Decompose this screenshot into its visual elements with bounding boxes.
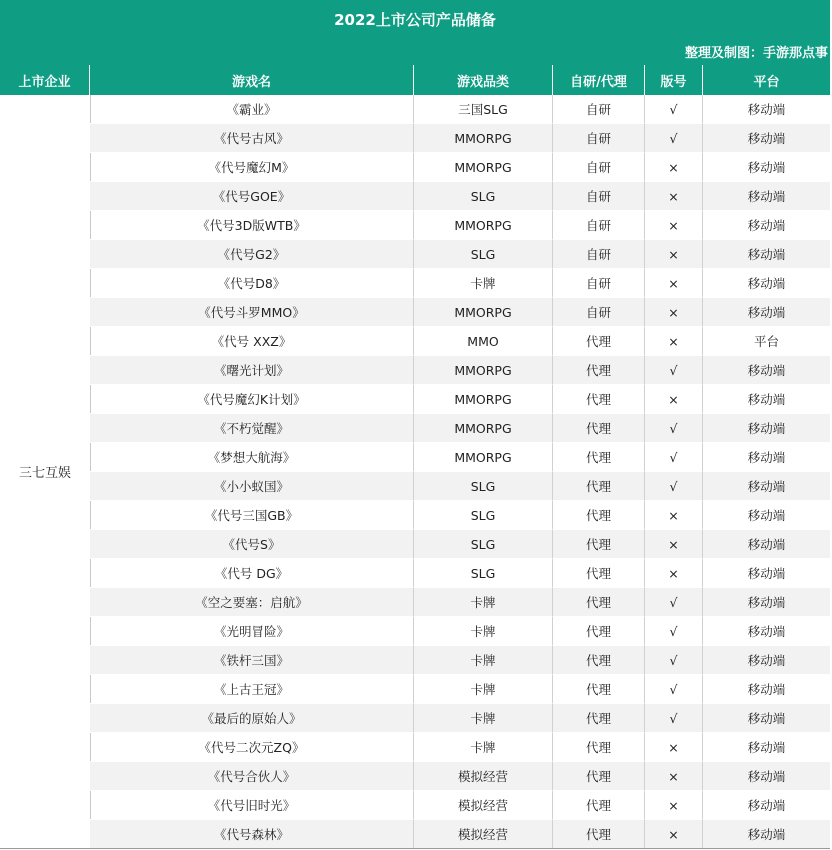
table-row <box>90 762 830 791</box>
platform-cell[interactable]: 移动端 <box>703 646 830 675</box>
platform-cell[interactable]: 移动端 <box>703 211 830 240</box>
table-row <box>90 675 830 704</box>
table-title: 2022上市公司产品储备 <box>0 0 830 38</box>
license-cell[interactable]: × <box>645 385 703 414</box>
license-cell[interactable]: × <box>645 559 703 588</box>
dev-type-cell[interactable]: 代理 <box>553 472 645 501</box>
category-cell[interactable]: SLG <box>414 182 553 211</box>
category-cell[interactable]: 模拟经营 <box>414 791 553 820</box>
game-name-cell[interactable]: 《代号GOE》 <box>90 182 414 211</box>
dev-type-cell[interactable]: 自研 <box>553 153 645 182</box>
game-name-cell[interactable]: 《上古王冠》 <box>90 675 414 704</box>
platform-cell[interactable]: 移动端 <box>703 443 830 472</box>
platform-cell[interactable]: 移动端 <box>703 559 830 588</box>
dev-type-cell[interactable]: 代理 <box>553 791 645 820</box>
game-name-cell[interactable]: 《霸业》 <box>90 95 414 124</box>
table-row <box>90 733 830 762</box>
license-cell[interactable]: √ <box>645 443 703 472</box>
table-row <box>90 211 830 240</box>
game-name-cell[interactable]: 《代号D8》 <box>90 269 414 298</box>
category-cell[interactable]: SLG <box>414 559 553 588</box>
dev-type-cell[interactable]: 代理 <box>553 414 645 443</box>
category-cell[interactable]: MMORPG <box>414 124 553 153</box>
credit-text: 整理及制图：手游那点事 <box>0 38 830 65</box>
license-cell[interactable]: √ <box>645 617 703 646</box>
license-cell[interactable]: × <box>645 269 703 298</box>
table-row <box>90 501 830 530</box>
game-name-cell[interactable]: 《光明冒险》 <box>90 617 414 646</box>
company-cell[interactable]: 三七互娱 <box>0 95 91 848</box>
dev-type-cell[interactable]: 代理 <box>553 733 645 762</box>
game-name-cell[interactable]: 《不朽觉醒》 <box>90 414 414 443</box>
platform-cell[interactable]: 移动端 <box>703 414 830 443</box>
platform-cell[interactable]: 移动端 <box>703 762 830 791</box>
table-row <box>90 791 830 820</box>
platform-cell[interactable]: 移动端 <box>703 530 830 559</box>
platform-cell[interactable]: 移动端 <box>703 95 830 124</box>
license-cell[interactable]: √ <box>645 124 703 153</box>
license-cell[interactable]: × <box>645 733 703 762</box>
game-name-cell[interactable]: 《代号S》 <box>90 530 414 559</box>
table-row <box>90 356 830 385</box>
dev-type-cell[interactable]: 自研 <box>553 240 645 269</box>
table-row <box>90 240 830 269</box>
category-cell[interactable]: 卡牌 <box>414 704 553 733</box>
platform-cell[interactable]: 移动端 <box>703 385 830 414</box>
category-cell[interactable]: SLG <box>414 530 553 559</box>
game-name-cell[interactable]: 《代号魔幻M》 <box>90 153 414 182</box>
category-cell[interactable]: MMORPG <box>414 443 553 472</box>
category-cell[interactable]: MMO <box>414 327 553 356</box>
license-cell[interactable]: × <box>645 791 703 820</box>
license-cell[interactable]: × <box>645 820 703 849</box>
header-game[interactable]: 游戏名 <box>90 65 414 95</box>
header-category[interactable]: 游戏品类 <box>414 65 553 95</box>
platform-cell[interactable]: 移动端 <box>703 791 830 820</box>
platform-cell[interactable]: 移动端 <box>703 124 830 153</box>
license-cell[interactable]: √ <box>645 646 703 675</box>
category-cell[interactable]: MMORPG <box>414 211 553 240</box>
dev-type-cell[interactable]: 代理 <box>553 762 645 791</box>
game-name-cell[interactable]: 《代号魔幻K计划》 <box>90 385 414 414</box>
dev-type-cell[interactable]: 代理 <box>553 356 645 385</box>
game-name-cell[interactable]: 《梦想大航海》 <box>90 443 414 472</box>
dev-type-cell[interactable]: 自研 <box>553 182 645 211</box>
table-row <box>90 443 830 472</box>
game-name-cell[interactable]: 《代号旧时光》 <box>90 791 414 820</box>
platform-cell[interactable]: 移动端 <box>703 182 830 211</box>
dev-type-cell[interactable]: 代理 <box>553 530 645 559</box>
header-company[interactable]: 上市企业 <box>0 65 90 95</box>
table-row <box>90 472 830 501</box>
platform-cell[interactable]: 移动端 <box>703 588 830 617</box>
dev-type-cell[interactable]: 自研 <box>553 298 645 327</box>
platform-cell[interactable]: 移动端 <box>703 269 830 298</box>
dev-type-cell[interactable]: 代理 <box>553 704 645 733</box>
game-name-cell[interactable]: 《代号三国GB》 <box>90 501 414 530</box>
platform-cell[interactable]: 移动端 <box>703 820 830 849</box>
license-cell[interactable]: × <box>645 298 703 327</box>
license-cell[interactable]: √ <box>645 704 703 733</box>
dev-type-cell[interactable]: 代理 <box>553 501 645 530</box>
game-name-cell[interactable]: 《代号合伙人》 <box>90 762 414 791</box>
game-name-cell[interactable]: 《代号二次元ZQ》 <box>90 733 414 762</box>
dev-type-cell[interactable]: 代理 <box>553 617 645 646</box>
category-cell[interactable]: SLG <box>414 501 553 530</box>
license-cell[interactable]: × <box>645 530 703 559</box>
category-cell[interactable]: MMORPG <box>414 298 553 327</box>
category-cell[interactable]: 卡牌 <box>414 646 553 675</box>
license-cell[interactable]: √ <box>645 95 703 124</box>
license-cell[interactable]: √ <box>645 588 703 617</box>
category-cell[interactable]: 三国SLG <box>414 95 553 124</box>
header-license[interactable]: 版号 <box>645 65 703 95</box>
table-row <box>90 559 830 588</box>
category-cell[interactable]: 模拟经营 <box>414 820 553 849</box>
dev-type-cell[interactable]: 代理 <box>553 385 645 414</box>
category-cell[interactable]: 卡牌 <box>414 733 553 762</box>
category-cell[interactable]: 卡牌 <box>414 617 553 646</box>
table-row <box>90 182 830 211</box>
platform-cell[interactable]: 移动端 <box>703 153 830 182</box>
table-row <box>90 588 830 617</box>
platform-cell[interactable]: 移动端 <box>703 733 830 762</box>
license-cell[interactable]: √ <box>645 356 703 385</box>
table-row <box>90 269 830 298</box>
category-cell[interactable]: MMORPG <box>414 414 553 443</box>
dev-type-cell[interactable]: 代理 <box>553 646 645 675</box>
license-cell[interactable]: × <box>645 327 703 356</box>
category-cell[interactable]: 卡牌 <box>414 588 553 617</box>
table-body <box>90 95 830 849</box>
table-row <box>90 530 830 559</box>
dev-type-cell[interactable]: 代理 <box>553 820 645 849</box>
game-name-cell[interactable]: 《代号 DG》 <box>90 559 414 588</box>
platform-cell[interactable]: 移动端 <box>703 240 830 269</box>
table-row <box>90 646 830 675</box>
table-bottom-border <box>0 848 830 849</box>
table-row <box>90 704 830 733</box>
category-cell[interactable]: SLG <box>414 472 553 501</box>
header-row <box>0 65 830 95</box>
category-cell[interactable]: MMORPG <box>414 153 553 182</box>
platform-cell[interactable]: 移动端 <box>703 501 830 530</box>
platform-cell[interactable]: 移动端 <box>703 617 830 646</box>
dev-type-cell[interactable]: 代理 <box>553 675 645 704</box>
game-name-cell[interactable]: 《代号斗罗MMO》 <box>90 298 414 327</box>
license-cell[interactable]: × <box>645 762 703 791</box>
license-cell[interactable]: × <box>645 182 703 211</box>
dev-type-cell[interactable]: 自研 <box>553 124 645 153</box>
dev-type-cell[interactable]: 代理 <box>553 443 645 472</box>
game-name-cell[interactable]: 《小小蚁国》 <box>90 472 414 501</box>
game-name-cell[interactable]: 《曙光计划》 <box>90 356 414 385</box>
category-cell[interactable]: MMORPG <box>414 356 553 385</box>
license-cell[interactable]: √ <box>645 472 703 501</box>
platform-cell[interactable]: 移动端 <box>703 356 830 385</box>
license-cell[interactable]: × <box>645 501 703 530</box>
dev-type-cell[interactable]: 代理 <box>553 559 645 588</box>
platform-cell[interactable]: 平台 <box>703 327 830 356</box>
game-name-cell[interactable]: 《最后的原始人》 <box>90 704 414 733</box>
game-name-cell[interactable]: 《空之要塞：启航》 <box>90 588 414 617</box>
table-row <box>90 327 830 356</box>
table-row <box>90 414 830 443</box>
license-cell[interactable]: √ <box>645 675 703 704</box>
game-name-cell[interactable]: 《代号G2》 <box>90 240 414 269</box>
platform-cell[interactable]: 移动端 <box>703 472 830 501</box>
category-cell[interactable]: 卡牌 <box>414 675 553 704</box>
table-row <box>90 298 830 327</box>
license-cell[interactable]: √ <box>645 414 703 443</box>
category-cell[interactable]: MMORPG <box>414 385 553 414</box>
dev-type-cell[interactable]: 自研 <box>553 211 645 240</box>
header-platform[interactable]: 平台 <box>753 74 780 90</box>
dev-type-cell[interactable]: 代理 <box>553 588 645 617</box>
game-name-cell[interactable]: 《代号3D版WTB》 <box>90 211 414 240</box>
platform-cell[interactable]: 移动端 <box>703 675 830 704</box>
license-cell[interactable]: × <box>645 153 703 182</box>
dev-type-cell[interactable]: 自研 <box>553 95 645 124</box>
license-cell[interactable]: × <box>645 211 703 240</box>
table-row <box>90 153 830 182</box>
platform-cell[interactable]: 移动端 <box>703 704 830 733</box>
category-cell[interactable]: 模拟经营 <box>414 762 553 791</box>
category-cell[interactable]: SLG <box>414 240 553 269</box>
platform-cell[interactable]: 移动端 <box>703 298 830 327</box>
table-row <box>90 617 830 646</box>
game-name-cell[interactable]: 《代号 XXZ》 <box>90 327 414 356</box>
table-row <box>90 124 830 153</box>
dev-type-cell[interactable]: 代理 <box>553 327 645 356</box>
license-cell[interactable]: × <box>645 240 703 269</box>
category-cell[interactable]: 卡牌 <box>414 269 553 298</box>
game-name-cell[interactable]: 《代号森林》 <box>90 820 414 849</box>
game-name-cell[interactable]: 《代号古风》 <box>90 124 414 153</box>
dev-type-cell[interactable]: 自研 <box>553 269 645 298</box>
table-row <box>90 820 830 849</box>
table-row <box>90 95 830 124</box>
game-name-cell[interactable]: 《铁杆三国》 <box>90 646 414 675</box>
table-row <box>90 385 830 414</box>
header-dev-type[interactable]: 自研/代理 <box>553 65 645 95</box>
